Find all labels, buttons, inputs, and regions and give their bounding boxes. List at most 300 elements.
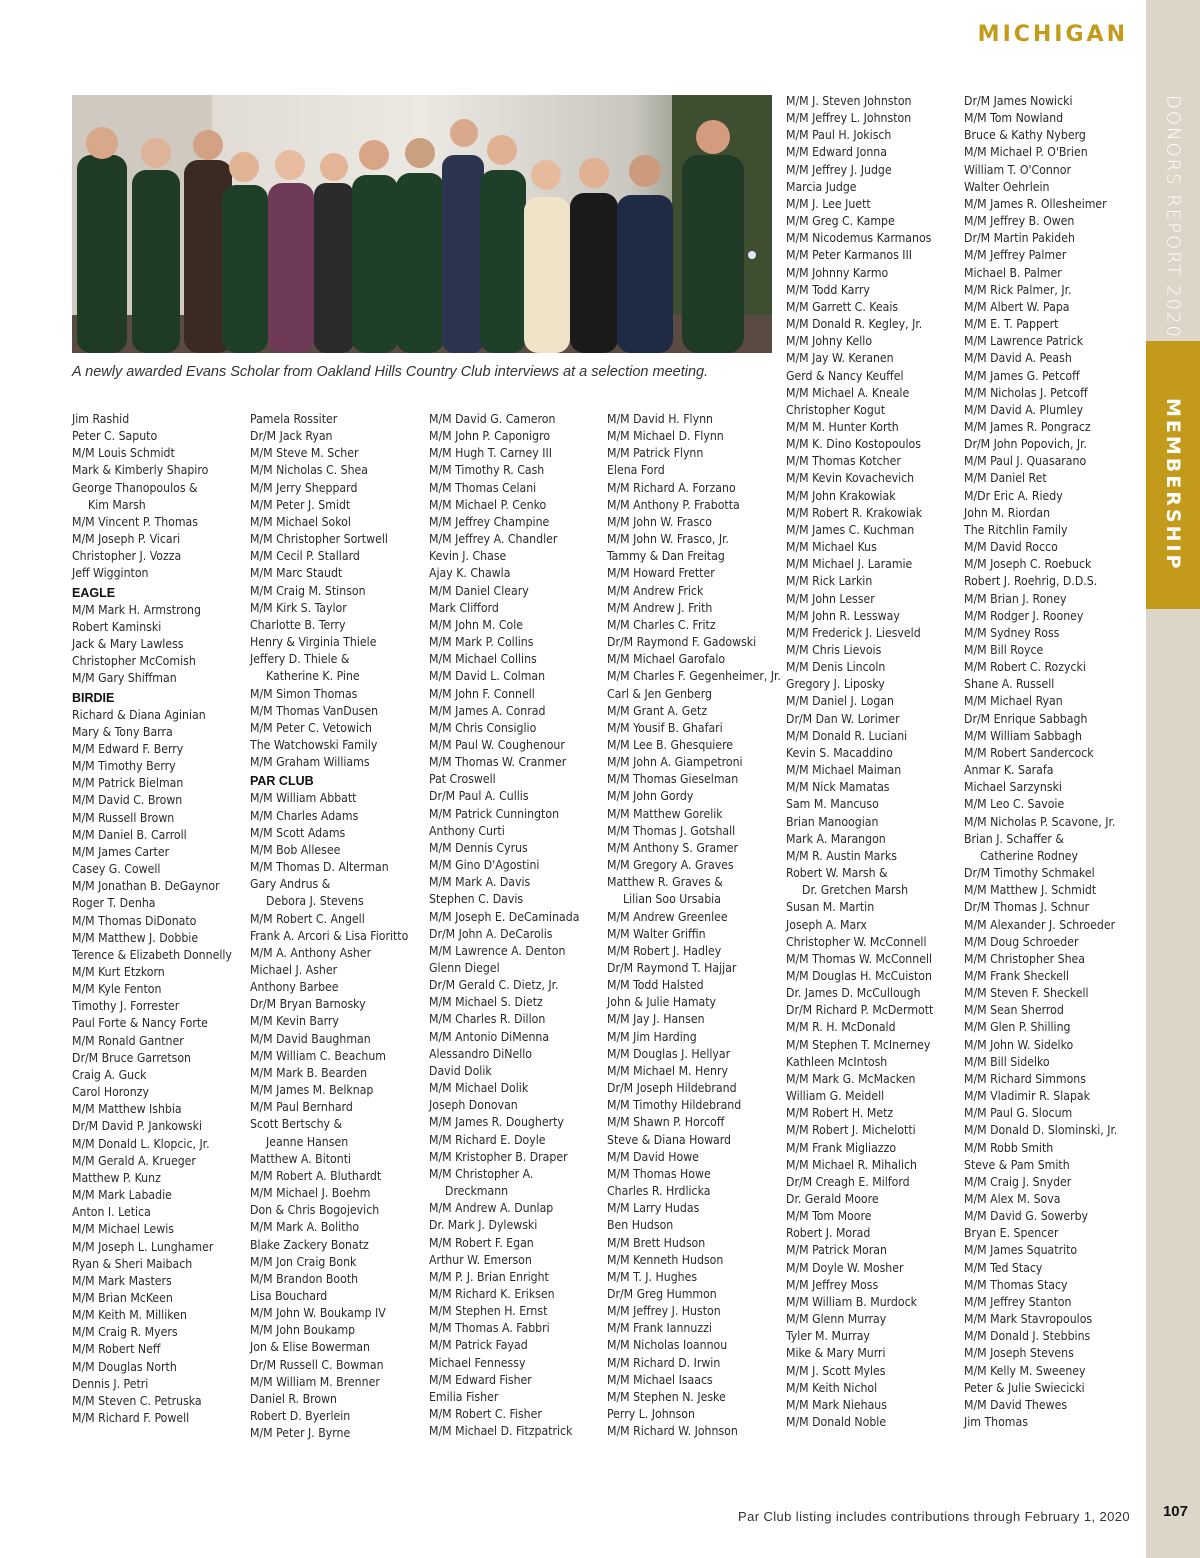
donor-column-1 [72, 411, 248, 1427]
donor-name: M/M Kristopher B. Draper [429, 1149, 568, 1164]
donor-name: Don & Chris Bogojevich [250, 1203, 380, 1218]
section-heading: EAGLE [72, 585, 116, 600]
donor-name: Gerd & Nancy Keuffel [786, 368, 904, 383]
donor-name: M/M Thomas Howe [607, 1166, 711, 1181]
donor-name: M/M Gregory A. Graves [607, 858, 734, 873]
donor-name: M/M Simon Thomas [250, 686, 358, 701]
donor-name: M/M Keith M. Milliken [72, 1308, 187, 1323]
donor-name: Paul Forte & Nancy Forte [72, 1016, 208, 1031]
donor-name: M/M Thomas D. Alterman [250, 860, 389, 875]
donor-name: M/M Matthew J. Schmidt [964, 883, 1097, 898]
donor-name: M/M Edward F. Berry [72, 741, 184, 756]
donor-name: Robert J. Roehrig, D.D.S. [964, 574, 1098, 589]
donor-name: M/M Donald L. Klopcic, Jr. [72, 1136, 210, 1151]
donor-name: M/M William C. Beachum [250, 1048, 386, 1063]
donor-name: M/M Paul G. Slocum [964, 1106, 1073, 1121]
donor-name: M/M Jon Craig Bonk [250, 1254, 357, 1269]
donor-name: Anthony Curti [429, 823, 505, 838]
donor-name: M/M Gino D'Agostini [429, 858, 540, 873]
donor-name: M/M John Krakowiak [786, 488, 896, 503]
donor-name: Dr/M Bruce Garretson [72, 1050, 191, 1065]
donor-name: M/Dr Eric A. Riedy [964, 488, 1063, 503]
donor-name: M/M Michael Collins [429, 652, 537, 667]
donor-name: M/M Jonathan B. DeGaynor [72, 879, 220, 894]
donor-name: M/M James G. Petcoff [964, 368, 1080, 383]
donor-name: M/M Kevin Barry [250, 1014, 339, 1029]
donor-name: M/M M. Hunter Korth [786, 419, 899, 434]
donor-name: M/M Doug Schroeder [964, 934, 1079, 949]
donor-name: M/M Jeffrey A. Chandler [429, 532, 558, 547]
donor-name: Ben Hudson [607, 1218, 674, 1233]
donor-name: M/M Michael Maiman [786, 763, 902, 778]
donor-name: M/M Greg C. Kampe [786, 214, 895, 229]
donor-name: M/M Steven F. Sheckell [964, 986, 1089, 1001]
donor-name: M/M Brian J. Roney [964, 591, 1067, 606]
donor-name: M/M Michael Sokol [250, 514, 351, 529]
donor-name: M/M Frederick J. Liesveld [786, 625, 921, 640]
donor-name: M/M Tom Moore [786, 1209, 872, 1224]
donor-column-6 [964, 93, 1140, 1431]
donor-name: Peter & Julie Swiecicki [964, 1380, 1085, 1395]
donor-name: M/M Paul Bernhard [250, 1100, 353, 1115]
donor-name: M/M Robert J. Hadley [607, 943, 722, 958]
side-bar [1146, 0, 1200, 1558]
donor-name-continued: Jeanne Hansen [266, 1134, 349, 1149]
donor-name: M/M Charles Adams [250, 808, 359, 823]
donor-name: M/M John W. Frasco [607, 514, 712, 529]
donor-name: M/M Joseph L. Lunghamer [72, 1239, 214, 1254]
donor-name: M/M Glenn Murray [786, 1312, 887, 1327]
donor-name: M/M Nicodemus Karmanos [786, 231, 932, 246]
donor-name: M/M Thomas DiDonato [72, 913, 197, 928]
donor-name: Mike & Mary Murri [786, 1346, 886, 1361]
donor-name: M/M Jeffrey J. Huston [607, 1304, 721, 1319]
donor-name: M/M David Baughman [250, 1031, 371, 1046]
donor-name: M/M Michael D. Flynn [607, 429, 724, 444]
donor-name-continued: Kim Marsh [88, 497, 146, 512]
donor-name: M/M James R. Dougherty [429, 1115, 564, 1130]
donor-name: Christopher McComish [72, 654, 196, 669]
donor-name: M/M Mark H. Armstrong [72, 602, 201, 617]
donor-name: Ajay K. Chawla [429, 566, 511, 581]
donor-name-continued: Dreckmann [445, 1184, 509, 1199]
donor-name: Timothy J. Forrester [72, 999, 180, 1014]
donor-name: M/M Marc Staudt [250, 566, 343, 581]
donor-name: Peter C. Saputo [72, 429, 158, 444]
donor-name: M/M Mark G. McMacken [786, 1071, 916, 1086]
donor-name: Daniel R. Brown [250, 1391, 337, 1406]
donor-name: M/M John W. Boukamp IV [250, 1306, 386, 1321]
donor-name: M/M John Lesser [786, 591, 875, 606]
donor-name: M/M Bill Sidelko [964, 1054, 1050, 1069]
donor-name: M/M Mark Masters [72, 1273, 172, 1288]
donor-name: M/M Johny Kello [786, 334, 873, 349]
donor-name: Jack & Mary Lawless [72, 637, 184, 652]
donor-name: M/M Gerald A. Krueger [72, 1153, 196, 1168]
donor-name: M/M Donald D. Slominski, Jr. [964, 1123, 1118, 1138]
donor-name: M/M Michael Kus [786, 540, 877, 555]
group-photo-image [72, 95, 772, 353]
donor-name: Mark & Kimberly Shapiro [72, 463, 209, 478]
donor-name: M/M Bill Royce [964, 643, 1044, 657]
footnote: Par Club listing includes contributions through February 1, 2020 [738, 1509, 1130, 1524]
donor-name: M/M Bob Allesee [250, 842, 341, 857]
donor-name: Carol Horonzy [72, 1085, 149, 1100]
donor-name: M/M Thomas Kotcher [786, 454, 901, 469]
donor-name: M/M Lee B. Ghesquiere [607, 737, 734, 752]
donor-name: M/M Matthew Ishbia [72, 1102, 182, 1117]
donor-name: M/M John Gordy [607, 789, 694, 804]
side-report-label-wrap [1146, 95, 1200, 339]
donor-name: M/M David H. Flynn [607, 412, 713, 426]
donor-name: M/M Donald R. Kegley, Jr. [786, 317, 923, 332]
donor-name: M/M Andrew A. Dunlap [429, 1201, 554, 1216]
donor-name: M/M Douglas J. Hellyar [607, 1046, 731, 1061]
donor-name: M/M Charles F. Gegenheimer, Jr. [607, 669, 781, 684]
donor-name: M/M Thomas Stacy [964, 1277, 1068, 1292]
donor-name: M/M Richard E. Doyle [429, 1132, 546, 1147]
donor-name: M/M Rick Palmer, Jr. [964, 282, 1072, 297]
donor-name: Roger T. Denha [72, 896, 156, 911]
donor-name-continued: Debora J. Stevens [266, 894, 364, 909]
donor-name: M/M Mark P. Collins [429, 635, 534, 650]
donor-name: Matthew A. Bitonti [250, 1151, 352, 1166]
photo-caption: A newly awarded Evans Scholar from Oakland Hills Country Club interviews at a selection meeting. [72, 364, 709, 380]
donor-name: Bryan E. Spencer [964, 1226, 1059, 1241]
donor-name: M/M Jeffrey Champine [429, 514, 550, 529]
donor-name: M/M Joseph C. Roebuck [964, 557, 1092, 572]
donor-name: M/M Thomas W. Cranmer [429, 755, 567, 770]
donor-name: Dr/M Gerald C. Dietz, Jr. [429, 978, 559, 993]
donor-name: The Ritchlin Family [964, 522, 1068, 537]
donor-name: M/M Richard W. Johnson [607, 1424, 738, 1439]
donor-name: M/M Steve M. Scher [250, 446, 359, 461]
donor-name: Ryan & Sheri Maibach [72, 1256, 193, 1271]
donor-name: M/M Daniel Cleary [429, 583, 529, 598]
donor-name: M/M A. Anthony Asher [250, 945, 372, 960]
donor-name: Alessandro DiNello [429, 1046, 533, 1061]
donor-name: M/M Daniel Ret [964, 471, 1047, 486]
donor-name: Dr/M Paul A. Cullis [429, 789, 529, 804]
donor-name: M/M Richard A. Forzano [607, 480, 736, 495]
donor-name: Gary Andrus & [250, 877, 331, 892]
donor-name: M/M Howard Fretter [607, 566, 715, 581]
donor-name: Shane A. Russell [964, 677, 1055, 692]
donor-name: Mark A. Marangon [786, 831, 886, 846]
donor-name: Tammy & Dan Freitag [607, 549, 725, 564]
donor-name: Michael Sarzynski [964, 780, 1062, 795]
donor-name: M/M Robert Sandercock [964, 745, 1094, 760]
donor-name: M/M Craig J. Snyder [964, 1174, 1072, 1189]
donor-name: Glenn Diegel [429, 961, 500, 975]
donor-name: M/M Rodger J. Rooney [964, 608, 1084, 623]
donor-name: M/M Albert W. Papa [964, 299, 1070, 314]
donor-name: M/M Timothy Berry [72, 759, 176, 774]
donor-name: M/M Hugh T. Carney III [429, 446, 552, 461]
donor-name: M/M Kelly M. Sweeney [964, 1363, 1086, 1378]
region-heading: MICHIGAN [977, 22, 1128, 47]
donor-name: Jeffery D. Thiele & [250, 652, 350, 667]
donor-name: M/M John W. Frasco, Jr. [607, 532, 729, 547]
donor-name: M/M Thomas Gieselman [607, 772, 739, 787]
donor-name: M/M Brian McKeen [72, 1290, 173, 1305]
donor-name: M/M P. J. Brian Enright [429, 1269, 549, 1284]
donor-name: Carl & Jen Genberg [607, 686, 713, 701]
donor-name: Blake Zackery Bonatz [250, 1237, 369, 1252]
donor-name: M/M Kirk S. Taylor [250, 600, 347, 615]
donor-name: M/M Kyle Fenton [72, 982, 162, 997]
donor-name: Michael Fennessy [429, 1355, 526, 1370]
donor-name: M/M John M. Cole [429, 617, 524, 632]
donor-name: M/M Paul H. Jokisch [786, 128, 892, 143]
donor-name: M/M Michael A. Kneale [786, 385, 910, 400]
donor-name: M/M Chris Consiglio [429, 720, 537, 735]
donor-name: M/M Kevin Kovachevich [786, 471, 915, 486]
donor-name: M/M John P. Caponigro [429, 429, 551, 444]
donor-name: M/M Michael P. Cenko [429, 497, 547, 512]
donor-name: Christopher Kogut [786, 402, 886, 417]
donor-name-continued: Lilian Soo Ursabia [623, 892, 721, 907]
donor-name: M/M Graham Williams [250, 755, 370, 770]
donor-name: M/M K. Dino Kostopoulos [786, 437, 921, 452]
donor-name: Christopher W. McConnell [786, 934, 927, 949]
donor-name: M/M Matthew J. Dobbie [72, 930, 199, 945]
donor-name: M/M Michael Ryan [964, 694, 1063, 709]
donor-name: M/M Michael Lewis [72, 1222, 174, 1237]
donor-name: M/M Timothy R. Cash [429, 463, 545, 478]
donor-name: Dr/M Raymond F. Gadowski [607, 635, 757, 650]
donor-name: M/M James R. Ollesheimer [964, 196, 1107, 211]
donor-name: Dr/M Richard P. McDermott [786, 1003, 934, 1018]
donor-name: M/M Paul J. Quasarano [964, 454, 1087, 469]
donor-name: M/M Jeffrey Palmer [964, 248, 1067, 263]
donor-name: Anton I. Letica [72, 1205, 151, 1220]
donor-name: Lisa Bouchard [250, 1288, 328, 1303]
donor-name: M/M Thomas J. Gotshall [607, 823, 736, 838]
donor-name: M/M David C. Brown [72, 793, 183, 808]
section-tab [1146, 341, 1200, 609]
donor-name: M/M Sean Sherrod [964, 1003, 1064, 1018]
donor-name: Charlotte B. Terry [250, 617, 346, 632]
donor-name: M/M Robert H. Metz [786, 1106, 894, 1121]
donor-name: M/M David A. Plumley [964, 402, 1084, 417]
donor-name: M/M Scott Adams [250, 825, 346, 840]
donor-name: M/M Robert R. Krakowiak [786, 505, 923, 520]
donor-name: M/M Joseph P. Vicari [72, 532, 181, 547]
donor-name: M/M Thomas A. Fabbri [429, 1321, 550, 1336]
donor-name: M/M Tom Nowland [964, 111, 1064, 126]
donor-name: M/M Denis Lincoln [786, 660, 886, 675]
donor-name: Dr/M John Popovich, Jr. [964, 437, 1088, 452]
donor-name: M/M Brandon Booth [250, 1271, 359, 1286]
donor-name: M/M Stephen H. Ernst [429, 1304, 548, 1319]
donor-name: M/M Andrew Frick [607, 583, 704, 598]
donor-name: M/M John W. Sidelko [964, 1037, 1074, 1052]
donor-name: M/M J. Scott Myles [786, 1363, 886, 1378]
donor-name: M/M Kurt Etzkorn [72, 965, 165, 979]
donor-name: M/M Glen P. Shilling [964, 1020, 1071, 1035]
donor-name: Steve & Diana Howard [607, 1132, 732, 1147]
donor-name: Bruce & Kathy Nyberg [964, 128, 1086, 143]
donor-name: M/M William Sabbagh [964, 728, 1082, 743]
donor-name: M/M David G. Sowerby [964, 1209, 1089, 1224]
donor-name: M/M Richard D. Irwin [607, 1355, 721, 1370]
donor-name: M/M Joseph E. DeCaminada [429, 909, 580, 924]
donor-name: Robert J. Morad [786, 1226, 871, 1241]
donor-column-4 [607, 411, 783, 1440]
section-tab-label: MEMBERSHIP [1162, 398, 1184, 572]
donor-name: The Watchowski Family [250, 737, 378, 752]
donor-name: M/M Richard K. Eriksen [429, 1286, 555, 1301]
donor-name: M/M Kenneth Hudson [607, 1252, 724, 1267]
donor-name: M/M Ted Stacy [964, 1260, 1043, 1275]
donor-name-continued: Dr. Gretchen Marsh [802, 883, 909, 898]
donor-name: M/M Anthony P. Frabotta [607, 497, 740, 512]
side-report-label: DONORS REPORT 2020 [1162, 95, 1184, 339]
donor-name: M/M Jay W. Keranen [786, 351, 894, 366]
donor-name: M/M Jeffrey J. Judge [786, 162, 892, 177]
donor-name: Scott Bertschy & [250, 1117, 343, 1132]
donor-name: M/M Steven C. Petruska [72, 1393, 202, 1408]
donor-name: Jon & Elise Bowerman [250, 1340, 370, 1355]
donor-name: M/M Frank Migliazzo [786, 1140, 897, 1155]
group-photo [72, 95, 772, 353]
donor-name: M/M R. H. McDonald [786, 1020, 896, 1035]
donor-name: Walter Oehrlein [964, 179, 1050, 194]
donor-name: M/M Rick Larkin [786, 574, 873, 589]
donor-name: Henry & Virginia Thiele [250, 635, 377, 650]
donor-name: M/M Jeffrey Moss [786, 1277, 879, 1292]
donor-name: M/M Peter C. Vetowich [250, 720, 372, 735]
donor-name: Dr/M Creagh E. Milford [786, 1174, 910, 1189]
donor-name: M/M Robert F. Egan [429, 1235, 534, 1250]
donor-name: Dr. Gerald Moore [786, 1192, 879, 1206]
donor-name: M/M Robert Neff [72, 1342, 161, 1357]
donor-name: M/M Paul W. Coughenour [429, 737, 565, 752]
donor-name: M/M Brett Hudson [607, 1235, 706, 1250]
donor-name: M/M David Thewes [964, 1397, 1068, 1412]
donor-name: Kevin S. Macaddino [786, 745, 893, 760]
donor-name: M/M Timothy Hildebrand [607, 1098, 742, 1113]
donor-name: M/M Edward Fisher [429, 1372, 532, 1387]
donor-name: Sam M. Mancuso [786, 797, 879, 812]
donor-name: Pat Croswell [429, 772, 496, 787]
donor-name: M/M T. J. Hughes [607, 1269, 698, 1284]
donor-name: M/M Donald R. Luciani [786, 728, 908, 743]
donor-name: M/M Michael J. Boehm [250, 1186, 371, 1201]
donor-name: M/M Donald Noble [786, 1415, 887, 1430]
donor-name: M/M Nick Mamatas [786, 780, 890, 795]
donor-name: M/M Doyle W. Mosher [786, 1260, 904, 1275]
donor-name: Brian J. Schaffer & [964, 831, 1064, 846]
donor-name: M/M William Abbatt [250, 791, 357, 806]
donor-name: M/M Leo C. Savoie [964, 797, 1065, 812]
donor-name: M/M Todd Karry [786, 282, 870, 297]
donor-name: M/M Walter Griffin [607, 926, 706, 941]
donor-name: M/M Alexander J. Schroeder [964, 917, 1116, 932]
donor-name: M/M Robert A. Bluthardt [250, 1168, 382, 1183]
donor-name: Robert W. Marsh & [786, 866, 888, 881]
donor-name: M/M Robert C. Fisher [429, 1407, 542, 1422]
donor-name: M/M Chris Lievois [786, 643, 882, 657]
page-number: 107 [1162, 1503, 1188, 1520]
donor-name: Robert D. Byerlein [250, 1409, 351, 1424]
donor-name: Dr/M Enrique Sabbagh [964, 711, 1088, 726]
donor-name: M/M Shawn P. Horcoff [607, 1115, 725, 1130]
donor-name: Dr. James D. McCullough [786, 986, 921, 1001]
donor-name: M/M Russell Brown [72, 810, 175, 825]
donor-name: M/M Edward Jonna [786, 145, 887, 160]
donor-name: M/M Patrick Flynn [607, 446, 704, 461]
section-heading: BIRDIE [72, 690, 115, 705]
donor-name: John M. Riordan [964, 505, 1051, 520]
donor-name-continued: Katherine K. Pine [266, 669, 360, 684]
donor-name: Dr/M Timothy Schmakel [964, 866, 1095, 881]
donor-name: M/M John Boukamp [250, 1323, 356, 1338]
donor-name: M/M David Rocco [964, 540, 1058, 555]
donor-name: M/M Robert C. Rozycki [964, 660, 1086, 675]
donor-name: Dennis J. Petri [72, 1376, 149, 1391]
donor-name: M/M Douglas North [72, 1359, 177, 1374]
donor-name: William T. O'Connor [964, 162, 1071, 177]
donor-name: John & Julie Hamaty [607, 995, 717, 1010]
donor-name: M/M Vladimir R. Slapak [964, 1089, 1090, 1104]
donor-name: M/M Frank Iannuzzi [607, 1321, 712, 1336]
donor-column-5 [786, 93, 962, 1431]
donor-name: M/M Todd Halsted [607, 978, 704, 993]
donor-name: M/M Nicholas J. Petcoff [964, 385, 1088, 400]
donor-name: Mary & Tony Barra [72, 724, 173, 739]
donor-name: M/M Mark A. Bolitho [250, 1220, 360, 1235]
donor-name: Michael J. Asher [250, 963, 338, 977]
donor-name: M/M James Carter [72, 844, 170, 859]
donor-name: M/M Michael Dolik [429, 1081, 529, 1096]
donor-name: Tyler M. Murray [786, 1329, 870, 1344]
donor-name: Michael B. Palmer [964, 265, 1062, 280]
donor-name: M/M Jay J. Hansen [607, 1012, 705, 1027]
donor-name: Dr/M Russell C. Bowman [250, 1357, 384, 1372]
donor-name: M/M William B. Murdock [786, 1294, 917, 1309]
donor-name: Emilia Fisher [429, 1389, 499, 1404]
donor-name: Dr/M Greg Hummon [607, 1286, 717, 1301]
donor-name: M/M Mark Stavropoulos [964, 1312, 1093, 1327]
donor-name: M/M Patrick Bielman [72, 776, 184, 791]
donor-name: M/M Andrew Greenlee [607, 909, 728, 924]
donor-name: M/M Patrick Moran [786, 1243, 887, 1258]
donor-name: M/M Donald J. Stebbins [964, 1329, 1091, 1344]
donor-name: M/M Keith Nichol [786, 1380, 878, 1395]
donor-name: M/M Robert C. Angell [250, 911, 365, 926]
donor-name: Anmar K. Sarafa [964, 763, 1054, 778]
donor-name: Anthony Barbee [250, 980, 339, 995]
donor-name: William G. Meidell [786, 1089, 885, 1104]
donor-name: M/M Patrick Cunnington [429, 806, 560, 821]
donor-name: M/M James R. Pongracz [964, 419, 1091, 434]
donor-name: Craig A. Guck [72, 1067, 147, 1082]
donor-name: Steve & Pam Smith [964, 1157, 1070, 1172]
donor-name: M/M Nicholas C. Shea [250, 463, 368, 478]
donor-name: M/M David A. Peash [964, 351, 1072, 366]
donor-name: Jim Rashid [72, 412, 130, 426]
donor-name: Perry L. Johnson [607, 1407, 695, 1422]
donor-name: Kevin J. Chase [429, 549, 507, 564]
donor-name: Robert Kaminski [72, 619, 162, 634]
donor-name: M/M Douglas H. McCuiston [786, 968, 932, 983]
donor-name: M/M Thomas Celani [429, 480, 537, 495]
donor-name: M/M Robb Smith [964, 1140, 1054, 1155]
donor-name: Pamela Rossiter [250, 412, 338, 426]
donor-name: M/M Jeffrey L. Johnston [786, 111, 912, 126]
